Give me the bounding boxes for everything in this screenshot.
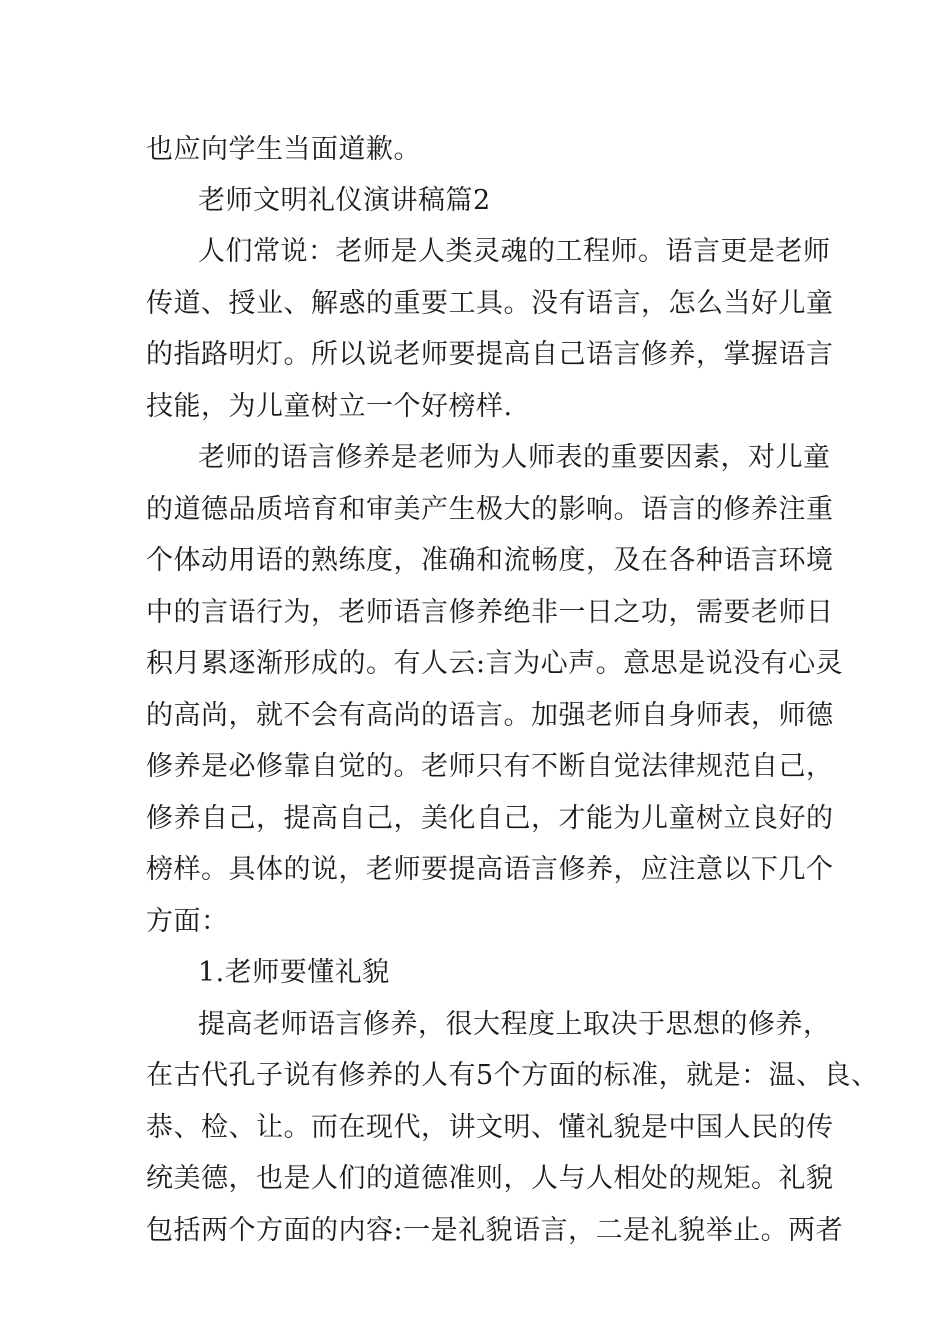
paragraph-line: 的道德品质培育和审美产生极大的影响。语言的修养注重 xyxy=(146,494,834,525)
numbered-heading: 1.老师要懂礼貌 xyxy=(198,957,390,988)
paragraph-line: 包括两个方面的内容:一是礼貌语言，二是礼貌举止。两者 xyxy=(146,1215,844,1246)
paragraph-line: 恭、检、让。而在现代，讲文明、懂礼貌是中国人民的传 xyxy=(146,1112,834,1143)
section-heading: 老师文明礼仪演讲稿篇2 xyxy=(198,185,491,216)
paragraph-line: 人们常说：老师是人类灵魂的工程师。语言更是老师 xyxy=(198,236,831,267)
paragraph-line: 榜样。具体的说，老师要提高语言修养，应注意以下几个 xyxy=(146,854,834,885)
text-line: 也应向学生当面道歉。 xyxy=(146,134,421,165)
paragraph-line: 修养是必修靠自觉的。老师只有不断自觉法律规范自己， xyxy=(146,751,834,782)
paragraph-line: 的高尚，就不会有高尚的语言。加强老师自身师表，师德 xyxy=(146,700,834,731)
paragraph-line: 积月累逐渐形成的。有人云:言为心声。意思是说没有心灵 xyxy=(146,648,844,679)
paragraph-line: 传道、授业、解惑的重要工具。没有语言，怎么当好儿童 xyxy=(146,288,834,319)
paragraph-line: 统美德，也是人们的道德准则，人与人相处的规矩。礼貌 xyxy=(146,1163,834,1194)
paragraph-line: 中的言语行为，老师语言修养绝非一日之功，需要老师日 xyxy=(146,597,834,628)
paragraph-line: 个体动用语的熟练度，准确和流畅度，及在各种语言环境 xyxy=(146,545,834,576)
paragraph-line: 老师的语言修养是老师为人师表的重要因素，对儿童 xyxy=(198,442,831,473)
paragraph-line: 方面： xyxy=(146,906,229,937)
paragraph-line: 在古代孔子说有修养的人有5个方面的标准，就是：温、良、 xyxy=(146,1060,879,1091)
paragraph-line: 修养自己，提高自己，美化自己，才能为儿童树立良好的 xyxy=(146,803,834,834)
paragraph-line: 的指路明灯。所以说老师要提高自己语言修养，掌握语言 xyxy=(146,339,834,370)
paragraph-line: 提高老师语言修养，很大程度上取决于思想的修养， xyxy=(198,1009,831,1040)
paragraph-line: 技能，为儿童树立一个好榜样. xyxy=(146,391,513,422)
